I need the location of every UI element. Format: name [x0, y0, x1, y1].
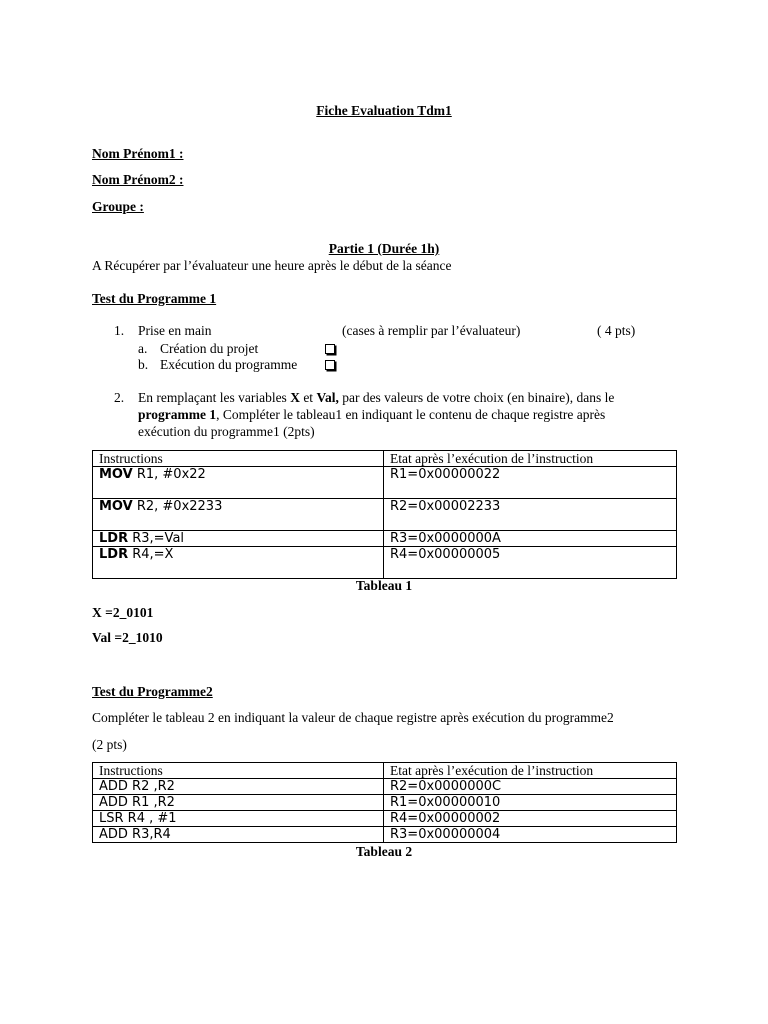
state-cell: R2=0x0000000C: [384, 779, 677, 795]
item2-programme1: programme 1: [138, 407, 217, 422]
opcode: MOV: [99, 467, 133, 482]
x-value: X =2_0101: [92, 605, 154, 620]
checkbox-creation-projet[interactable]: [325, 344, 335, 354]
item2-var-x: X: [290, 390, 300, 405]
checkbox-execution-programme[interactable]: [325, 360, 335, 370]
subitem-letter: b.: [138, 357, 149, 372]
item2-text: En remplaçant les variables: [138, 390, 287, 405]
test2-points: (2 pts): [92, 737, 127, 752]
instruction-cell: [93, 467, 384, 499]
state-cell: R4=0x00000002: [384, 811, 677, 827]
table-row: [93, 467, 677, 499]
instruction-cell: ADD R3,R4: [93, 827, 384, 843]
item2-var-val: Val,: [316, 390, 339, 405]
field-nom-prenom2: Nom Prénom2 :: [92, 172, 184, 187]
opcode: LDR: [99, 547, 129, 562]
operands: R4,=X: [128, 547, 174, 562]
opcode: LDR: [99, 531, 129, 546]
table-header-instructions: Instructions: [93, 763, 384, 779]
field-nom-prenom1: Nom Prénom1 :: [92, 146, 184, 161]
item2-number: 2.: [114, 390, 125, 405]
item1-points: ( 4 pts): [597, 323, 636, 338]
table-1-caption: Tableau 1: [355, 578, 413, 593]
state-cell: R2=0x00002233: [384, 499, 677, 531]
partie-note: A Récupérer par l’évaluateur une heure après le début de la séance: [92, 258, 452, 273]
section-title-partie1: Partie 1 (Durée 1h): [328, 241, 440, 256]
subitem-creation-projet: Création du projet: [160, 341, 259, 356]
test2-heading-text: Test du Programme2: [92, 684, 213, 699]
instruction-cell: [93, 547, 384, 579]
test2-instruction: Compléter le tableau 2 en indiquant la valeur de chaque registre après exécution du programme2: [92, 710, 614, 725]
instruction-cell: ADD R2 ,R2: [93, 779, 384, 795]
item1-label: Prise en main: [138, 323, 212, 338]
table-header-instructions: Instructions: [93, 451, 384, 467]
table-row: [93, 795, 677, 811]
item1-hint: (cases à remplir par l’évaluateur): [342, 323, 521, 338]
table-header-row: [93, 763, 677, 779]
table-row: [93, 779, 677, 795]
subitem-letter: a.: [138, 341, 148, 356]
table-row: [93, 811, 677, 827]
test2-heading: [92, 684, 231, 700]
table-row: [93, 827, 677, 843]
table-1: [92, 450, 677, 579]
test1-heading: Test du Programme 1: [92, 291, 217, 306]
state-cell: R1=0x00000022: [384, 467, 677, 499]
instruction-cell: [93, 499, 384, 531]
table-row: [93, 499, 677, 531]
table-header-etat: Etat après l’exécution de l’instruction: [384, 763, 677, 779]
item2-text: , Compléter le tableau1 en indiquant le contenu de chaque registre après: [216, 407, 606, 422]
state-cell: R1=0x00000010: [384, 795, 677, 811]
state-cell: R3=0x00000004: [384, 827, 677, 843]
table-header-etat: Etat après l’exécution de l’instruction: [384, 451, 677, 467]
operands: R1, #0x22: [132, 467, 206, 482]
table-header-row: [93, 451, 677, 467]
table-row: [93, 547, 677, 579]
field-groupe: Groupe :: [92, 199, 144, 214]
page-title: Fiche Evaluation Tdm1: [316, 103, 452, 118]
item1-number: 1.: [114, 323, 125, 338]
val-value: Val =2_1010: [92, 630, 163, 645]
state-cell: R3=0x0000000A: [384, 531, 677, 547]
item2-text: par des valeurs de votre choix (en binaire), dans le: [342, 390, 615, 405]
instruction-cell: LSR R4 , #1: [93, 811, 384, 827]
instruction-cell: ADD R1 ,R2: [93, 795, 384, 811]
table-row: [93, 531, 677, 547]
instruction-cell: [93, 531, 384, 547]
operands: R2, #0x2233: [132, 499, 223, 514]
subitem-execution-programme: Exécution du programme: [160, 357, 298, 372]
table-2-caption: Tableau 2: [355, 844, 413, 859]
item2-text: et: [303, 390, 314, 405]
state-cell: R4=0x00000005: [384, 547, 677, 579]
operands: R3,=Val: [128, 531, 185, 546]
opcode: MOV: [99, 499, 133, 514]
item2-line3: exécution du programme1 (2pts): [138, 424, 315, 439]
item2-line1: [138, 390, 614, 406]
table-2: [92, 762, 677, 843]
item2-line2: [138, 407, 605, 423]
